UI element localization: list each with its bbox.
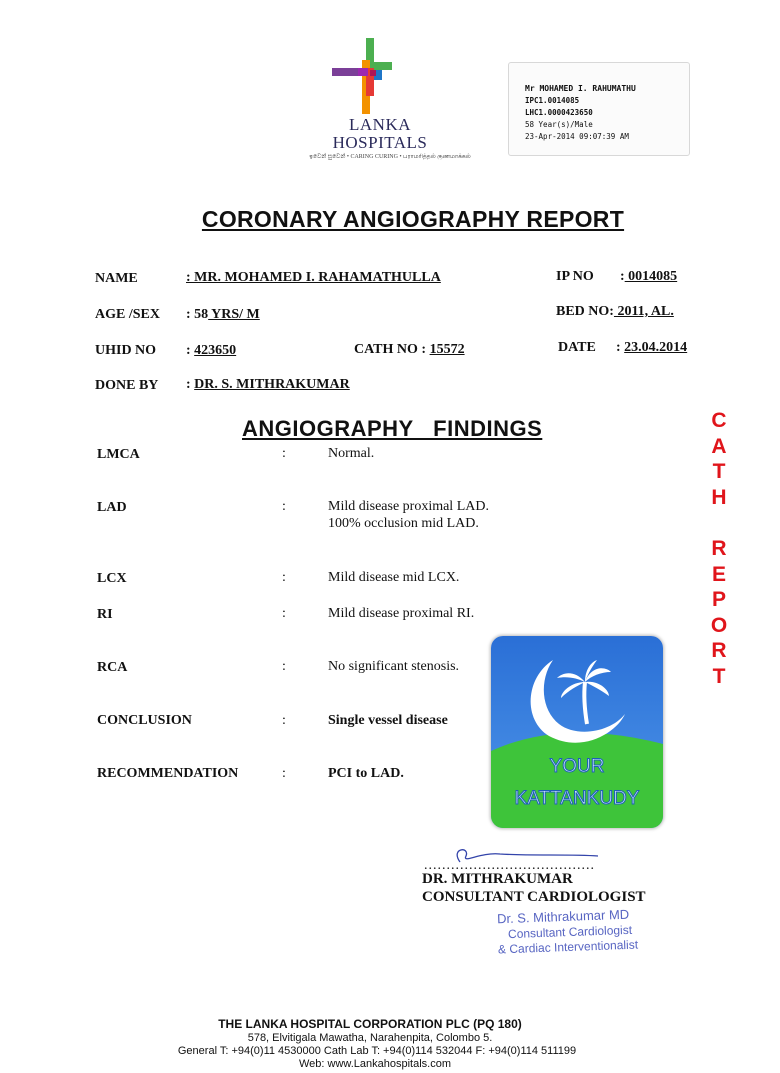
recommendation-colon: : (282, 766, 286, 781)
uhid-colon: : (186, 343, 191, 358)
lanka-hospitals-logo-icon (332, 38, 392, 114)
uhid (186, 343, 236, 359)
sticker-lhc: LHC1.0000423650 (525, 108, 593, 117)
done-by-value: DR. S. MITHRAKUMAR (194, 377, 350, 392)
stamp-line1: Dr. S. Mithrakumar MD (496, 906, 630, 927)
stamp-line2: Consultant Cardiologist (507, 922, 633, 942)
side-letter: E (711, 562, 726, 586)
finding-line: Mild disease mid LCX. (328, 570, 460, 585)
finding-line: Normal. (328, 446, 375, 461)
sticker-age-sex: 58 Year(s)/Male (525, 120, 593, 129)
finding-colon: : (282, 606, 286, 621)
side-letter: R (711, 537, 727, 560)
date-colon: : (616, 340, 621, 355)
recommendation-value: PCI to LAD. (328, 766, 404, 781)
side-letter: O (710, 613, 728, 637)
stamp-line3: & Cardiac Interventionalist (497, 937, 639, 957)
recommendation-label: RECOMMENDATION (97, 766, 239, 781)
finding-colon: : (282, 659, 286, 674)
footer-phones: General T: +94(0)11 4530000 Cath Lab T: +94(0)114 532044 F: +94(0)114 511199 (177, 1045, 577, 1057)
report-title: CORONARY ANGIOGRAPHY REPORT (201, 206, 625, 232)
done-by-label: DONE BY (95, 378, 159, 393)
side-letter: A (711, 434, 727, 458)
sticker-ipc: IPC1.0014085 (525, 96, 580, 105)
uhid-value: 423650 (194, 343, 237, 358)
side-letter: T (712, 664, 726, 688)
age-sex (186, 307, 260, 323)
hospital-name (330, 116, 430, 152)
watermark-line2: KATTANKUDY (514, 788, 640, 809)
cath-label: CATH NO : (354, 342, 430, 357)
ip-number (620, 269, 677, 285)
finding-colon: : (282, 570, 286, 585)
patient-name-value: : MR. MOHAMED I. RAHAMATHULLA (186, 270, 441, 285)
name-label: NAME (95, 271, 138, 286)
finding-text-rca (328, 658, 459, 675)
finding-text-lcx (328, 569, 459, 586)
side-text-cath (703, 408, 735, 510)
date-value: 23.04.2014 (624, 340, 688, 355)
side-letter: H (711, 485, 727, 509)
ip-colon: : (620, 269, 625, 284)
finding-text-lmca (328, 445, 374, 462)
side-text-report (703, 536, 735, 689)
done-by (186, 377, 350, 393)
hospital-tagline: ඉවෙන් සුවෙන් • CARING CURING • பராமரித்தல் குணமாக்கல் (309, 154, 471, 160)
age-sex-value: YRS/ M (208, 307, 260, 322)
finding-colon: : (282, 446, 286, 461)
age-sex-label: AGE /SEX (95, 307, 160, 322)
finding-line: Mild disease proximal RI. (328, 606, 475, 621)
hospital-name-line1: LANKA (349, 115, 411, 134)
side-letter: T (712, 460, 726, 483)
finding-line: No significant stenosis. (328, 659, 460, 674)
finding-line: 100% occlusion mid LAD. (328, 516, 479, 531)
conclusion-label: CONCLUSION (97, 713, 192, 728)
ip-value: 0014085 (624, 269, 678, 284)
finding-line: Mild disease proximal LAD. (328, 499, 489, 514)
bed-number (556, 304, 674, 320)
side-letter: R (711, 639, 727, 662)
conclusion-value: Single vessel disease (328, 713, 448, 728)
finding-text-lad (328, 498, 489, 532)
finding-label-lmca: LMCA (97, 447, 140, 462)
kattankudy-watermark (491, 636, 663, 828)
uhid-label: UHID NO (95, 343, 157, 358)
conclusion-colon: : (282, 713, 286, 728)
bed-label: BED NO: (556, 304, 614, 319)
finding-label-lad: LAD (97, 500, 127, 515)
patient-label-sticker (508, 62, 690, 156)
watermark-line1: YOUR (549, 756, 605, 777)
finding-text-ri (328, 605, 474, 622)
footer-address: 578, Elvitigala Mawatha, Narahenpita, Colombo 5. (247, 1032, 493, 1044)
date-label: DATE (558, 340, 596, 355)
sticker-patient-name: Mr MOHAMED I. RAHUMATHU (525, 84, 636, 93)
hospital-name-line2: HOSPITALS (332, 133, 428, 152)
signatory-name: DR. MITHRAKUMAR (422, 871, 573, 887)
finding-label-ri: RI (97, 607, 113, 622)
patient-name (186, 270, 441, 286)
finding-label-rca: RCA (97, 660, 128, 675)
findings-title: ANGIOGRAPHY FINDINGS (242, 416, 543, 441)
finding-colon: : (282, 499, 286, 514)
finding-label-lcx: LCX (97, 571, 127, 586)
side-letter: P (711, 588, 726, 611)
footer-web: Web: www.Lankahospitals.com (298, 1058, 452, 1070)
bed-value: 2011, AL. (613, 304, 674, 319)
side-letter: C (711, 409, 727, 432)
sticker-datetime: 23-Apr-2014 09:07:39 AM (525, 132, 629, 141)
signatory-title: CONSULTANT CARDIOLOGIST (422, 889, 646, 905)
age-prefix: : 58 (186, 307, 209, 322)
cath-number (354, 342, 465, 358)
report-date (616, 340, 687, 356)
signature-line: ...................................... (424, 858, 595, 873)
ip-label: IP NO (556, 269, 594, 284)
done-colon: : (186, 377, 191, 392)
cath-value: 15572 (429, 342, 465, 357)
footer-company: THE LANKA HOSPITAL CORPORATION PLC (PQ 180) (218, 1017, 522, 1031)
